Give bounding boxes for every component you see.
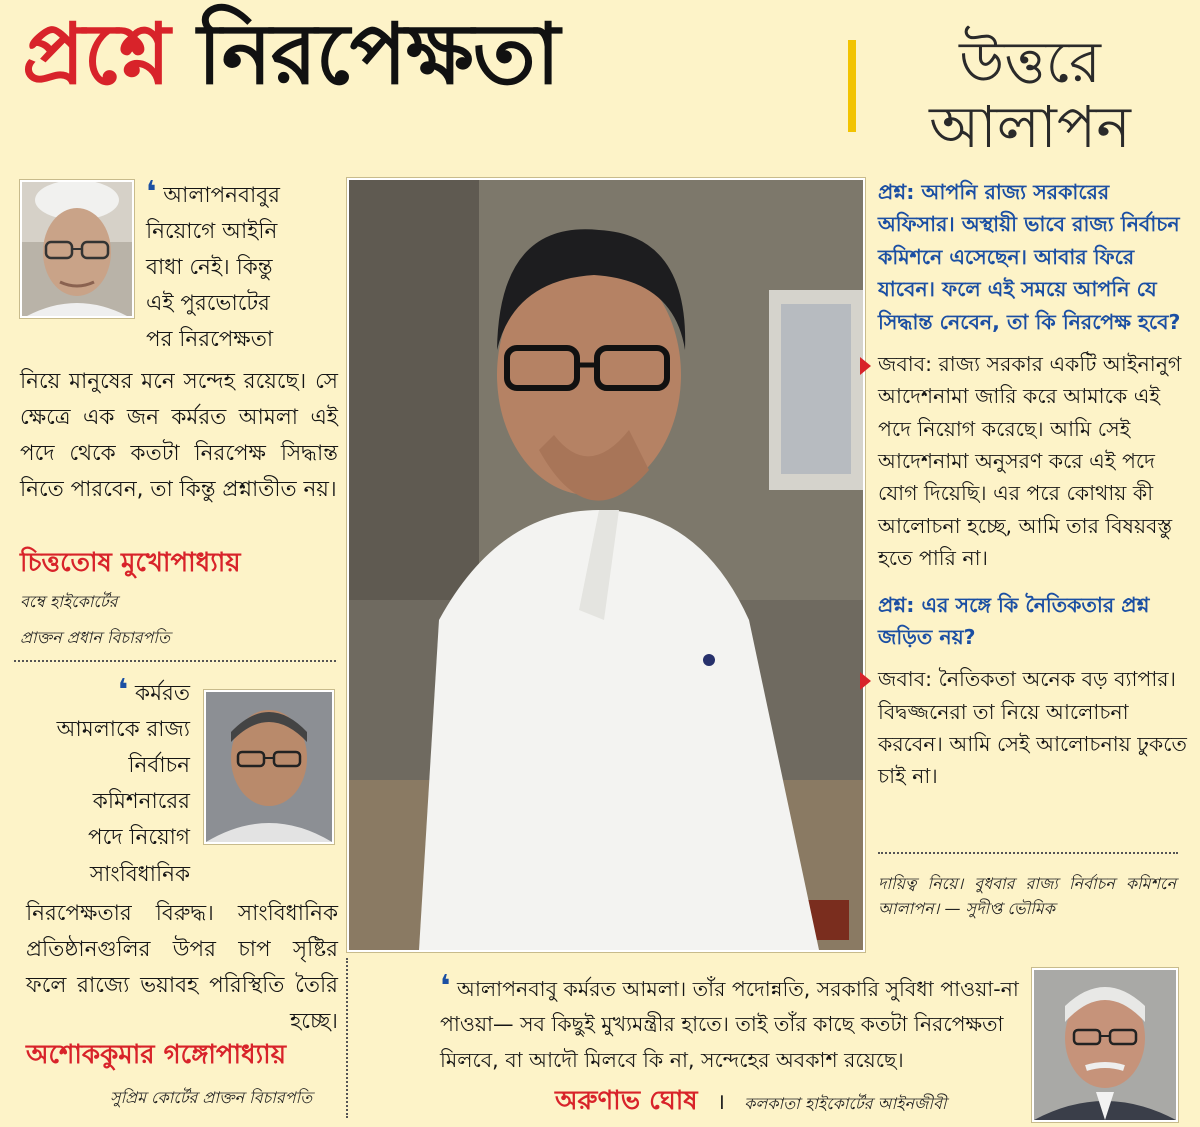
portrait-ashok-photo [204,690,334,844]
quote-mark-icon: ❛ [117,673,129,708]
quote-2-line-6: সাংবিধানিক [89,861,190,887]
attribution-separator: । [716,1090,726,1115]
person-name-arunabha: অরুণাভ ঘোষ [555,1086,698,1116]
quote-3 [440,969,1020,1078]
headline-red-word: প্রশ্নে [22,5,170,103]
divider-bottom-vertical [346,958,348,1118]
quote-2-line-4: কমিশনারের [92,789,190,815]
quote-1-line-3: বাধা নেই। কিন্তু [146,255,273,281]
person-name-chittatosh: চিত্ততোষ মুখোপাধ্যায় [20,548,241,578]
answer-heading-line2: আলাপন [929,92,1131,161]
answer-2: জবাব: নৈতিকতা অনেক বড় ব্যাপার। বিদ্বজ্জনেরা তা নিয়ে আলোচনা করবেন। আমি সেই আলোচনায় ঢুকতে চাই না। [878,663,1192,793]
question-1: প্রশ্ন: আপনি রাজ্য সরকারের অফিসার। অস্থায়ী ভাবে রাজ্য নির্বাচন কমিশনে এসেছেন। আবার ফিরে যাবেন। ফলে এই সময়ে আপনি যে সিদ্ধান্ত নেবেন, তা কি নিরপেক্ষ হবে? [878,180,1181,334]
main-photo-alapan [347,178,865,952]
quote-mark-icon: ❛ [440,969,451,1004]
quote-1-line-4: এই পুরভোটের [146,291,270,317]
question-2: প্রশ্ন: এর সঙ্গে কি নৈতিকতার প্রশ্ন জড়িত নয়? [878,592,1150,649]
answer-heading-line1: উত্তরে [959,28,1101,96]
photo-caption: দায়িত্ব নিয়ে। বুধবার রাজ্য নির্বাচন কমিশনে আলাপন। — সুদীপ্ত ভৌমিক [878,874,1176,918]
quote-1-line-1: ❛ আলাপনবাবুর [146,175,281,210]
person-name-ashok: অশোককুমার গঙ্গোপাধ্যায় [26,1040,287,1070]
portrait-chittatosh-photo [20,180,134,318]
divider-left [14,660,336,662]
person-title-ashok: সুপ্রিম কোর্টের প্রাক্তন বিচারপতি [110,1088,313,1107]
qa-section [878,176,1192,807]
quote-2-top [30,673,190,893]
headline-black-word: নিরপেক্ষতা [197,5,560,103]
quote-mark-icon: ❛ [146,175,157,210]
heading-divider-bar [848,40,856,132]
answer-heading [880,30,1180,160]
quote-3-text: আলাপনবাবু কর্মরত আমলা। তাঁর পদোন্নতি, সরকারি সুবিধা পাওয়া-না পাওয়া— সব কিছুই মুখ্যমন্ত্রীর হাতে। তাই তাঁর কাছে কতটা নিরপেক্ষতা মিলবে, বা আদৌ মিলবে কি না, সন্দেহের অবকাশ রয়েছে। [440,977,1019,1072]
quote-2-line-2: আমলাকে রাজ্য [56,717,190,743]
quote-1-rest: নিয়ে মানুষের মনে সন্দেহ রয়েছে। সে ক্ষেত্রে এক জন কর্মরত আমলা এই পদে থেকে কতটা নিরপেক্ষ সিদ্ধান্ত নিতে পারবেন, তা কিন্তু প্রশ্নাতীত নয়। [20,369,338,503]
headline [22,5,560,103]
person-title-arunabha: কলকাতা হাইকোর্টের আইনজীবী [744,1094,947,1113]
quote-2-line-3: নির্বাচন [128,753,190,779]
portrait-arunabha-photo [1032,968,1178,1122]
quote-3-attribution [555,1086,946,1117]
quote-2-line-1: ❛ কর্মরত [117,673,190,708]
quote-1-line-5: পর নিরপেক্ষতা [146,327,274,353]
quote-2-rest: নিরপেক্ষতার বিরুদ্ধ। সাংবিধানিক প্রতিষ্ঠানগুলির উপর চাপ সৃষ্টির ফলে রাজ্যে ভয়াবহ পরিস্থিতি তৈরি হচ্ছে। [26,901,338,1035]
answer-1: জবাব: রাজ্য সরকার একটি আইনানুগ আদেশনামা জারি করে আমাকে এই পদে নিয়োগ করেছে। আমি সেই আদেশনামা অনুসরণ করে এই পদে যোগ দিয়েছি। এর পরে কোথায় কী আলোচনা হচ্ছে, আমি তার বিষয়বস্তু হতে পারি না। [878,348,1192,575]
person-title-chittatosh-2: প্রাক্তন প্রধান বিচারপতি [20,628,170,647]
quote-2-line-5: পদে নিয়োগ [88,825,190,851]
person-title-chittatosh-1: বম্বে হাইকোর্টের [20,592,118,611]
divider-caption [878,852,1178,854]
quote-1-line-2: নিয়োগে আইনি [146,219,278,245]
quote-1-top [146,175,336,359]
